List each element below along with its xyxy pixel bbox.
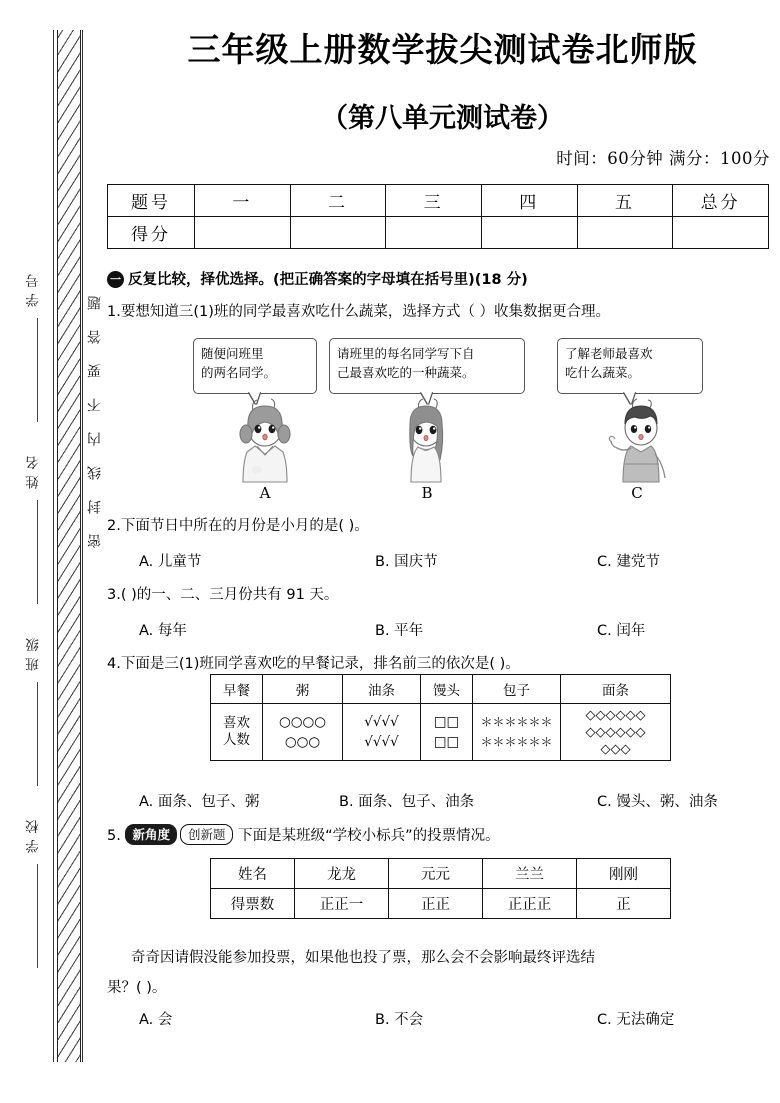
vote-name-1: 龙龙 [295, 859, 389, 889]
question-5 [107, 824, 500, 845]
question-2-number: 2. [107, 518, 121, 534]
seal-warning-text: 密封线内不要答题 [87, 276, 103, 548]
breakfast-marks-congee [263, 704, 343, 761]
mark-line: □□ [433, 734, 460, 750]
score-cell-3[interactable] [386, 217, 482, 249]
vote-count-1: 正正一 [295, 889, 389, 919]
paper-content [105, 0, 780, 1103]
mark-line: ＊＊＊＊＊＊ [480, 735, 553, 749]
question-4-number: 4. [107, 656, 121, 672]
breakfast-header-label: 早餐 [211, 675, 263, 704]
question-2-option-b[interactable]: B. 国庆节 [375, 554, 438, 570]
mark-line: ◇◇◇ [600, 741, 631, 757]
question-4-text: 下面是三(1)班同学喜欢吃的早餐记录，排名前三的依次是( )。 [120, 656, 520, 672]
vote-count-3: 正正正 [483, 889, 577, 919]
score-table-col-1: 一 [195, 185, 291, 217]
question-3 [107, 583, 338, 604]
section-one-header [107, 268, 528, 289]
question-5-number: 5. [107, 828, 121, 844]
seal-field-school: 学校 [26, 814, 42, 853]
score-cell-1[interactable] [195, 217, 291, 249]
table-row [211, 859, 671, 889]
speech-bubble-b-line2: 己最喜欢吃的一种蔬菜。 [337, 365, 475, 380]
vote-count-4: 正 [577, 889, 671, 919]
question-1 [107, 300, 610, 321]
question-5-followup-line2: 果？( )。 [107, 980, 167, 996]
mark-line: √√√√ [364, 734, 399, 750]
question-4-option-c[interactable]: C. 馒头、粥、油条 [597, 794, 718, 810]
breakfast-marks-baozi [473, 704, 561, 761]
speech-bubble-a-line1: 随便问班里 [201, 346, 264, 361]
mark-line: ◇◇◇◇◇◇ [585, 707, 646, 723]
speech-bubble-c [557, 338, 703, 394]
kid-label-c: C [631, 484, 643, 502]
seal-field-name: 姓名 [26, 450, 42, 489]
mark-line: □□ [433, 714, 460, 730]
seal-hatch-band [57, 30, 81, 1062]
question-5-option-a[interactable]: A. 会 [139, 1012, 173, 1028]
page-title: 三年级上册数学拔尖测试卷北师版 [187, 30, 698, 69]
vote-count-2: 正正 [389, 889, 483, 919]
breakfast-header-noodles: 面条 [561, 675, 671, 704]
vote-record-table [210, 858, 671, 919]
speech-bubble-a [193, 338, 317, 394]
vote-name-2: 元元 [389, 859, 483, 889]
score-table-col-total: 总分 [673, 185, 769, 217]
table-row [108, 217, 769, 249]
breakfast-row-label [211, 704, 263, 761]
question-1-number: 1. [107, 304, 121, 320]
question-2 [107, 514, 369, 535]
seal-writing-line-class [37, 682, 38, 786]
score-cell-4[interactable] [481, 217, 577, 249]
sealing-line-strip [0, 0, 105, 1103]
table-row [211, 675, 671, 704]
score-table-row-label: 题号 [108, 185, 195, 217]
score-table-row-label-score: 得分 [108, 217, 195, 249]
score-cell-total[interactable] [673, 217, 769, 249]
question-4 [107, 652, 520, 673]
seal-writing-line-school [37, 864, 38, 968]
question-2-text: 下面节日中所在的月份是小月的是( )。 [120, 518, 369, 534]
breakfast-marks-mantou [421, 704, 473, 761]
question-5-text: 下面是某班级“学校小标兵”的投票情况。 [238, 828, 500, 844]
table-row [108, 185, 769, 217]
question-3-option-b[interactable]: B. 平年 [375, 623, 424, 639]
mark-line: ○○○○ [278, 714, 327, 730]
question-3-text: ( )的一、二、三月份共有 91 天。 [120, 587, 339, 603]
question-2-options [107, 550, 780, 572]
speech-bubble-a-line2: 的两名同学。 [201, 365, 277, 380]
breakfast-marks-noodles [561, 704, 671, 761]
seal-writing-line-student-id [37, 318, 38, 422]
question-3-options [107, 619, 780, 641]
breakfast-record-table [210, 674, 671, 761]
question-5-option-b[interactable]: B. 不会 [375, 1012, 424, 1028]
score-cell-5[interactable] [577, 217, 673, 249]
kid-illustration-b [395, 398, 459, 488]
table-row [211, 704, 671, 761]
section-number-badge: 一 [107, 271, 124, 288]
speech-bubble-b-line1: 请班里的每名同学写下自 [337, 346, 475, 361]
question-1-text: 要想知道三(1)班的同学最喜欢吃什么蔬菜，选择方式（ ）收集数据更合理。 [120, 304, 610, 320]
breakfast-row-label-line2: 人数 [223, 732, 250, 748]
breakfast-header-congee: 粥 [263, 675, 343, 704]
page-subtitle: （第八单元测试卷） [321, 103, 564, 134]
vote-header-label: 姓名 [211, 859, 295, 889]
speech-bubble-c-line2: 吃什么蔬菜。 [565, 365, 641, 380]
innovation-tag: 创新题 [180, 824, 234, 845]
kid-illustration-c [605, 398, 675, 488]
seal-field-class: 班级 [26, 632, 42, 671]
question-2-option-c[interactable]: C. 建党节 [597, 554, 660, 570]
question-3-option-a[interactable]: A. 每年 [139, 623, 187, 639]
question-5-options [107, 1008, 780, 1030]
question-4-options [107, 790, 780, 812]
score-cell-2[interactable] [290, 217, 386, 249]
table-row [211, 889, 671, 919]
score-table-col-5: 五 [577, 185, 673, 217]
vote-count-label: 得票数 [211, 889, 295, 919]
exam-meta-info: 时间：60分钟 满分：100分 [556, 149, 770, 168]
seal-writing-line-name [37, 500, 38, 604]
question-3-option-c[interactable]: C. 闰年 [597, 623, 646, 639]
mark-line: √√√√ [364, 714, 399, 730]
mark-line: ＊＊＊＊＊＊ [480, 715, 553, 729]
question-5-option-c[interactable]: C. 无法确定 [597, 1012, 675, 1028]
score-table-col-3: 三 [386, 185, 482, 217]
breakfast-marks-youtiao [343, 704, 421, 761]
score-table-col-2: 二 [290, 185, 386, 217]
question-2-option-a[interactable]: A. 儿童节 [139, 554, 202, 570]
kid-illustration-a [233, 398, 297, 488]
breakfast-header-mantou: 馒头 [421, 675, 473, 704]
kid-label-b: B [421, 484, 433, 502]
mark-line: ○○○ [284, 734, 321, 750]
speech-bubble-b [329, 338, 525, 394]
new-angle-badge: 新角度 [125, 824, 177, 845]
section-title: 反复比较，择优选择。(把正确答案的字母填在括号里)(18 分) [128, 272, 528, 288]
kid-label-a: A [259, 484, 271, 502]
breakfast-header-baozi: 包子 [473, 675, 561, 704]
vote-name-3: 兰兰 [483, 859, 577, 889]
question-4-option-a[interactable]: A. 面条、包子、粥 [139, 794, 260, 810]
score-table [107, 184, 769, 249]
seal-band-line-left [53, 30, 54, 1062]
seal-field-student-id: 学号 [26, 268, 42, 307]
question-5-followup-line1: 奇奇因请假没能参加投票，如果他也投了票，那么会不会影响最终评选结 [131, 950, 595, 966]
mark-line: ◇◇◇◇◇◇ [585, 724, 646, 740]
score-table-col-4: 四 [481, 185, 577, 217]
question-3-number: 3. [107, 587, 121, 603]
seal-band-line-right [82, 30, 83, 1062]
question-4-option-b[interactable]: B. 面条、包子、油条 [339, 794, 475, 810]
speech-bubble-c-line1: 了解老师最喜欢 [565, 346, 653, 361]
breakfast-row-label-line1: 喜欢 [223, 715, 250, 731]
breakfast-header-youtiao: 油条 [343, 675, 421, 704]
vote-name-4: 刚刚 [577, 859, 671, 889]
